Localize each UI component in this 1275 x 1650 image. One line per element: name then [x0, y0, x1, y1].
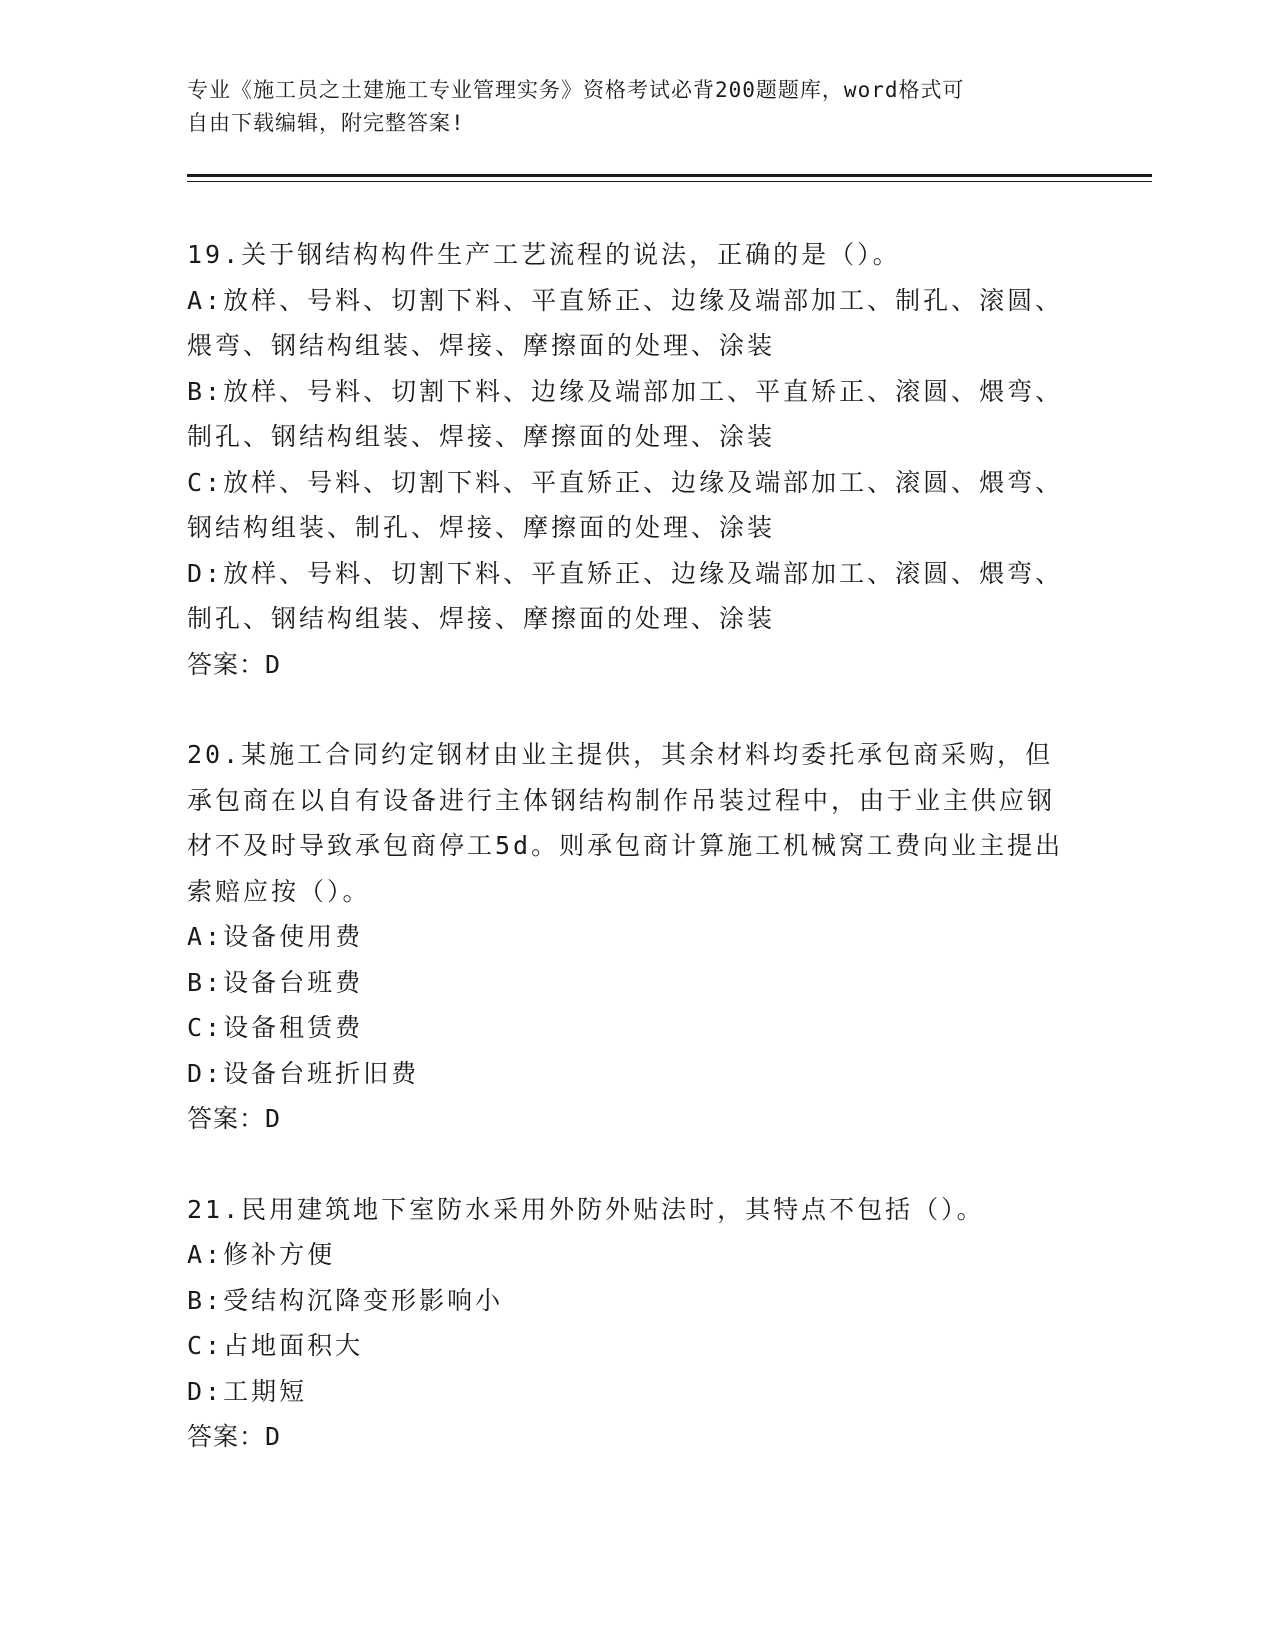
- answer-label: 答案：D: [187, 649, 282, 679]
- option-b: B:受结构沉降变形影响小: [187, 1285, 504, 1315]
- document-header: [187, 74, 1067, 140]
- header-divider-thin: [187, 181, 1152, 182]
- option-a: A:放样、号料、切割下料、平直矫正、边缘及端部加工、制孔、滚圆、煨弯、钢结构组装、焊接、摩擦面的处理、涂装: [187, 285, 1064, 360]
- option-c: C:放样、号料、切割下料、平直矫正、边缘及端部加工、滚圆、煨弯、钢结构组装、制孔、焊接、摩擦面的处理、涂装: [187, 467, 1064, 542]
- option-a: A:设备使用费: [187, 922, 364, 951]
- question-stem: 19.关于钢结构构件生产工艺流程的说法，正确的是（）。: [187, 240, 901, 269]
- question-stem: 20.某施工合同约定钢材由业主提供，其余材料均委托承包商采购，但承包商在以自有设备进行主体钢结构制作吊装过程中，由于业主供应钢材不及时导致承包商停工5d。则承包商计算施工机械窝工费向业主提出索赔应按（）。: [187, 740, 1064, 906]
- question-19: [187, 232, 1067, 687]
- option-d: D:工期短: [187, 1376, 308, 1406]
- answer-label: 答案：D: [187, 1422, 282, 1451]
- header-line-2: 自由下载编辑，附完整答案!: [187, 111, 465, 135]
- option-d: D:放样、号料、切割下料、平直矫正、边缘及端部加工、滚圆、煨弯、制孔、钢结构组装、焊接、摩擦面的处理、涂装: [187, 558, 1064, 633]
- header-divider-thick: [187, 174, 1152, 177]
- option-b: B:设备台班费: [187, 967, 364, 997]
- question-stem: 21.民用建筑地下室防水采用外防外贴法时，其特点不包括（）。: [187, 1194, 985, 1224]
- option-a: A:修补方便: [187, 1240, 336, 1269]
- option-d: D:设备台班折旧费: [187, 1058, 420, 1088]
- question-21: [187, 1187, 1067, 1460]
- question-list: [187, 232, 1067, 1505]
- header-line-1: 专业《施工员之土建施工专业管理实务》资格考试必背200题题库，word格式可: [187, 78, 965, 102]
- option-c: C:设备租赁费: [187, 1013, 364, 1042]
- option-c: C:占地面积大: [187, 1331, 364, 1360]
- option-b: B:放样、号料、切割下料、边缘及端部加工、平直矫正、滚圆、煨弯、制孔、钢结构组装、焊接、摩擦面的处理、涂装: [187, 376, 1064, 451]
- question-20: [187, 732, 1067, 1142]
- answer-label: 答案：D: [187, 1104, 282, 1133]
